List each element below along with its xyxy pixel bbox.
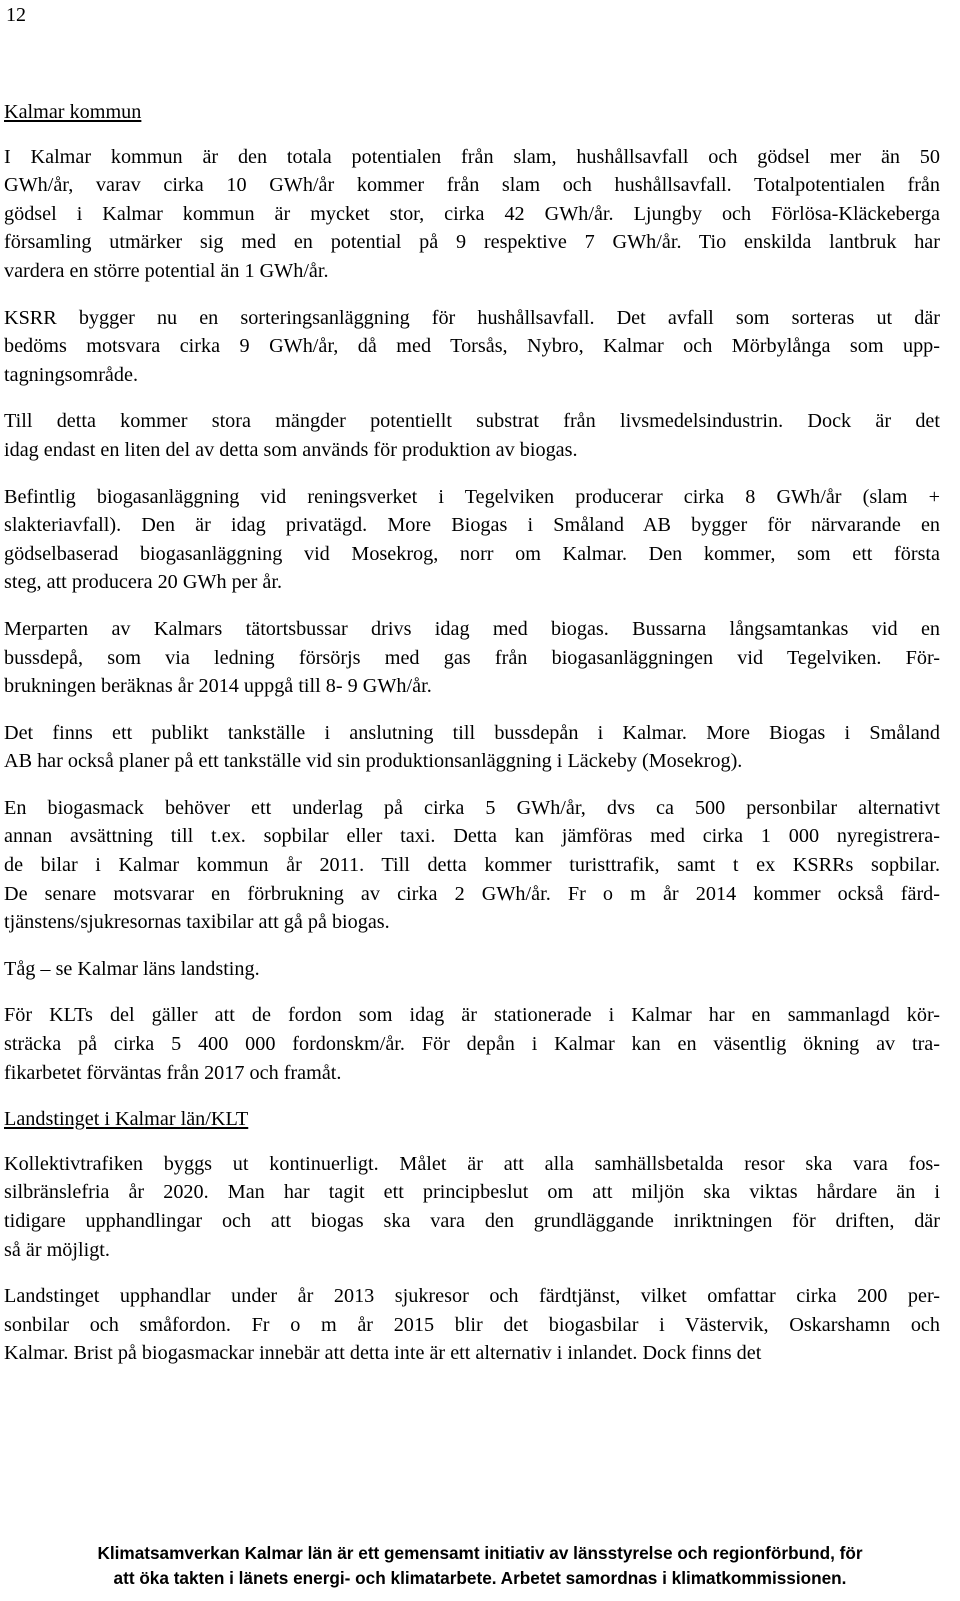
text-line: tidigare upphandlingar och att biogas ska vara den grundläggande inriktningen för driften, där: [4, 1210, 940, 1232]
text-line: tjänstens/sjukresornas taxibilar att gå på biogas.: [4, 911, 390, 934]
page-footer: [0, 1541, 960, 1591]
paragraph: [4, 1282, 940, 1368]
text-line: GWh/år, varav cirka 10 GWh/år kommer från slam och hushållsavfall. Totalpotentialen från: [4, 174, 940, 197]
text-line: Landstinget upphandlar under år 2013 sjukresor och färdtjänst, vilket omfattar cirka 200 per-: [4, 1285, 940, 1308]
section-heading: Landstinget i Kalmar län/KLT: [4, 1108, 249, 1131]
text-line: Det finns ett publikt tankställe i anslutning till bussdepån i Kalmar. More Biogas i Småland: [4, 721, 940, 744]
text-line: så är möjligt.: [4, 1238, 110, 1261]
paragraph: [4, 794, 940, 937]
paragraph: [4, 615, 940, 701]
text-line: bedöms motsvara cirka 9 GWh/år, då med Torsås, Nybro, Kalmar och Mörbylånga som upp-: [4, 335, 940, 358]
text-line: gödsel i Kalmar kommun är mycket stor, cirka 42 GWh/år. Ljungby och Förlösa-Kläckeberga: [4, 202, 940, 225]
paragraph: [4, 304, 940, 390]
text-line: fikarbetet förväntas från 2017 och framåt.: [4, 1061, 342, 1084]
paragraph: [4, 1150, 940, 1264]
text-line: AB har också planer på ett tankställe vid sin produktionsanläggning i Läckeby (Mosekrog).: [4, 750, 743, 773]
text-line: gödselbaserad biogasanläggning vid Mosekrog, norr om Kalmar. Den kommer, som ett första: [4, 542, 940, 565]
text-line: I Kalmar kommun är den totala potentialen från slam, hushållsavfall och gödsel mer än 50: [4, 145, 940, 168]
text-line: slakteriavfall). Den är idag privatägd. More Biogas i Småland AB bygger för närvarande en: [4, 514, 940, 537]
text-line: vardera en större potential än 1 GWh/år.: [4, 259, 329, 282]
paragraph: [4, 719, 940, 776]
text-line: sträcka på cirka 5 400 000 fordonskm/år. För depån i Kalmar kan en väsentlig ökning av tra-: [4, 1033, 940, 1056]
text-line: Merparten av Kalmars tätortsbussar drivs idag med biogas. Bussarna långsamtankas vid en: [4, 617, 940, 640]
text-line: steg, att producera 20 GWh per år.: [4, 571, 283, 594]
text-line: annan avsättning till t.ex. sopbilar eller taxi. Detta kan jämföras med cirka 1 000 nyregistrera-: [4, 825, 940, 848]
text-line: För KLTs del gäller att de fordon som idag är stationerade i Kalmar har en sammanlagd kör-: [4, 1004, 940, 1027]
text-line: församling utmärker sig med en potential på 9 respektive 7 GWh/år. Tio enskilda lantbruk har: [4, 231, 940, 254]
text-line: De senare motsvarar en förbrukning av cirka 2 GWh/år. Fr o m år 2014 kommer också färd-: [4, 882, 940, 905]
footer-line: Klimatsamverkan Kalmar län är ett gemensamt initiativ av länsstyrelse och regionförbund, för: [97, 1543, 863, 1563]
paragraph: [4, 1001, 940, 1087]
text-line: sonbilar och småfordon. Fr o m år 2015 blir det biogasbilar i Västervik, Oskarshamn och: [4, 1313, 940, 1336]
paragraph: [4, 143, 940, 286]
text-line: Kalmar. Brist på biogasmackar innebär att detta inte är ett alternativ i inlandet. Dock finns det: [4, 1342, 762, 1365]
paragraph: [4, 483, 940, 597]
text-line: KSRR bygger nu en sorteringsanläggning för hushållsavfall. Det avfall som sorteras ut där: [4, 306, 940, 329]
paragraph: [4, 955, 940, 984]
section-heading: Kalmar kommun: [4, 101, 142, 123]
text-line: brukningen beräknas år 2014 uppgå till 8- 9 GWh/år.: [4, 675, 432, 698]
text-line: silbränslefria år 2020. Man har tagit ett principbeslut om att miljön ska viktas hårdare än i: [4, 1181, 940, 1204]
text-line: Till detta kommer stora mängder potentiellt substrat från livsmedelsindustrin. Dock är det: [4, 410, 940, 433]
text-line: En biogasmack behöver ett underlag på cirka 5 GWh/år, dvs ca 500 personbilar alternativt: [4, 796, 940, 819]
text-line: Befintlig biogasanläggning vid reningsverket i Tegelviken producerar cirka 8 GWh/år (slam +: [4, 485, 940, 508]
text-line: Tåg – se Kalmar läns landsting.: [4, 957, 260, 980]
text-line: tagningsområde.: [4, 363, 138, 386]
page-number: 12: [6, 4, 26, 26]
text-line: bussdepå, som via ledning försörjs med gas från biogasanläggningen vid Tegelviken. För-: [4, 646, 940, 669]
document-body: [4, 98, 940, 1386]
text-line: Kollektivtrafiken byggs ut kontinuerligt. Målet är att alla samhällsbetalda resor ska vara fos-: [4, 1152, 940, 1175]
text-line: de bilar i Kalmar kommun år 2011. Till detta kommer turisttrafik, samt t ex KSRRs sopbilar.: [4, 854, 940, 877]
text-line: idag endast en liten del av detta som används för produktion av biogas.: [4, 438, 578, 461]
paragraph: [4, 407, 940, 464]
footer-line: att öka takten i länets energi- och klimatarbete. Arbetet samordnas i klimatkommissionen.: [113, 1568, 847, 1588]
